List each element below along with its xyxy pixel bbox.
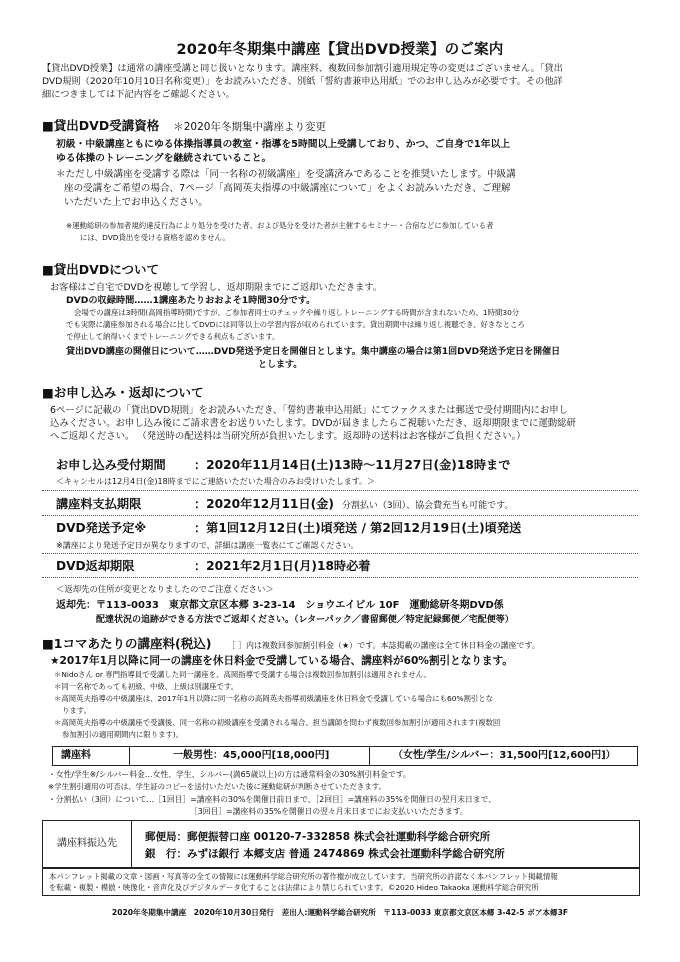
qualification-note: 座の受講をご希望の場合、7ページ「高岡英夫指導の中級講座について」をよくお読みいただき、ご理解 <box>64 183 511 194</box>
bank-account: 銀 行：みずほ銀行 本郷支店 普通 2474869 株式会社運動科学総合研究所 <box>145 848 505 860</box>
page-title: 2020年冬期集中講座【貸出DVD授業】のご案内 <box>176 42 504 58</box>
section-application-heading: ■お申し込み・返却について <box>42 385 204 400</box>
qualification-main: 初級・中級講座ともにゆる体操指導員の教室・指導を5時間以上受講しており、かつ、ご自身で1年以上 <box>56 139 511 150</box>
divider <box>129 747 130 765</box>
payment-deadline-note: 分割払い（3回）、協会費充当も可能です。 <box>341 501 514 511</box>
divider <box>42 553 638 554</box>
dvd-small-note: でも実際に講座参加される場合に比してDVDには同等以上の学習内容が収められています。貸出期間中は繰り返し視聴でき、好きなところ <box>66 320 525 329</box>
postal-account: 郵便局：郵便振替口座 00120-7-332858 株式会社運動科学総合研究所 <box>145 831 491 843</box>
return-deadline-label: DVD返却期限 <box>56 559 135 573</box>
page-footer: 2020年冬期集中講座 2020年10月30日発行 差出人:運動科学総合研究所 〒113-0033 東京都文京区本郷 3-42-5 ボア本郷3F <box>111 908 569 917</box>
copyright-box <box>42 868 640 896</box>
dvd-small-note: で停止して納得いくまでトレーニングできる利点もございます。 <box>66 332 280 341</box>
qualification-main: ゆる体操のトレーニングを継続されていること。 <box>56 153 272 164</box>
dvd-date-rule: とします。 <box>258 360 303 370</box>
divider <box>42 577 638 578</box>
fee-note: ＊同一名称であっても初級、中級、上級は別講座です。 <box>54 682 239 691</box>
dvd-small-note: 会場での講座は3時間(高岡指導時間)ですが、ご参加者同士のチェックや繰り返しトレーニングする時間が含まれないため、1時間30分 <box>74 308 520 317</box>
section-heading-text: ■貸出DVD受講資格 <box>42 118 160 133</box>
payment-deadline-date: ：2020年12月11日(金) <box>194 497 334 511</box>
section-dvd-heading: ■貸出DVDについて <box>42 262 159 277</box>
section-heading-text: ■1コマあたりの講座料(税込) <box>42 636 212 651</box>
application-text: へご返却ください。 （発送時の配送料は当研究所が負担いたします。返却時の送料はお客様がご負担ください。） <box>50 431 526 442</box>
fee-label: 講座料 <box>61 750 91 761</box>
divider <box>42 515 638 516</box>
qualification-small-note: ※運動総研の参加者規約違反行為により処分を受けた者、および処分を受けた者が主催するセミナー・合宿などに参加している者 <box>66 221 494 230</box>
dvd-date-rule: 貸出DVD講座の開催日について……DVD発送予定日を開催日とします。集中講座の場合は第1回DVD発送予定日を開催日 <box>66 347 561 357</box>
reception-label: お申し込み受付期間 <box>56 458 166 472</box>
fee-general: 一般男性：45,000円[18,000円] <box>173 750 330 761</box>
delivery-note: 配達状況の追跡ができる方法でご返却ください。（レターパック／書留郵便／特定記録郵便／宅配便等） <box>96 615 514 625</box>
dvd-line: お客様はご自宅でDVDを視聴して学習し、返却期限までにご返却いただきます。 <box>50 282 382 293</box>
fee-note: ります。 <box>62 706 91 715</box>
shipping-label: DVD発送予定※ <box>56 521 147 535</box>
intro-line: 細につきましては下記内容をご確認ください。 <box>42 89 235 100</box>
fee-explanation: ・女性/学生※/シルバー料金…女性、学生、シルバー(満65歳以上)の方は通常料金の30%割引料金です。 <box>48 770 411 779</box>
intro-line: DVD規則（2020年10月10日名称変更）」をお読みいただき、別紙「誓約書兼申込用紙」でのお申し込みが必要です。その他詳 <box>42 76 563 87</box>
payment-deadline-label: 講座料支払期限 <box>56 497 142 511</box>
application-text: 込みください。お申し込み後にご請求書をお送りいたします。DVDが届きましたらご視聴いただき、返却期限までに運動総研 <box>50 418 576 429</box>
fee-explanation: ・分割払い（3回）について…［1回目］=講座料の30%を開催日前日まで、［2回目］=講座料の35%を開催日の翌月末日まで、 <box>48 795 497 804</box>
payment-account-label: 講座料振込先 <box>43 821 132 867</box>
fee-note: ＊高岡英夫指導の中級講座は、2017年1月以降に同一名称の高岡英夫指導初級講座を休日料金で受講している場合にも60%割引とな <box>54 694 494 703</box>
return-address: 返却先：〒113-0033 東京都文京区本郷 3-23-14 ショウエイビル 10F 運動総研冬期DVD係 <box>56 600 504 611</box>
fee-note: ＊高岡英夫指導の中級講座で受講後、同一名称の初級講座を受講される場合、担当講師を問わず複数回参加割引が適用されます(複数回 <box>54 718 501 727</box>
shipping-note: ※講座により発送予定日が異なりますので、詳細は講座一覧表にてご確認ください。 <box>56 541 359 550</box>
cancel-note: ＜キャンセルは12月4日(金)18時までにご連絡いただいた場合のみお受けいたします。＞ <box>56 477 376 486</box>
payment-deadline-value <box>194 496 513 514</box>
fee-discount-rule: ★2017年1月以降に同一の講座を休日料金で受講している場合、講座料が60%割引となります。 <box>50 655 513 667</box>
fee-table <box>52 746 638 766</box>
intro-line: 【貸出DVD授業】は通常の講座受講と同じ扱いとなります。講座料、複数回参加割引適用規定等の変更はございません。「貸出 <box>42 63 563 74</box>
shipping-value: ：第1回12月12日(土)頃発送 / 第2回12月19日(土)頃発送 <box>194 521 522 535</box>
fee-others: （女性/学生/シルバー：31,500円[12,600円]） <box>393 750 616 761</box>
qualification-note: いただいた上でお申込ください。 <box>64 197 208 208</box>
section-heading-note: ＊2020年冬期集中講座より変更 <box>173 121 326 133</box>
payment-account-box <box>42 820 640 868</box>
qualification-small-note: には、DVD貸出を受ける資格を認めません。 <box>80 233 230 242</box>
application-text: 6ページに記載の「貸出DVD規則」をお読みいただき、「誓約書兼申込用紙」にてファクスまたは郵送で受付期間内にお申し <box>50 405 568 416</box>
dvd-duration: DVDの収録時間……1講座あたりおおよそ1時間30分です。 <box>66 295 316 306</box>
section-fee-heading <box>42 636 540 654</box>
section-qualification-heading <box>42 118 326 135</box>
return-address-note: ＜返却先の住所が変更となりましたのでご注意ください＞ <box>56 584 274 594</box>
fee-note: 参加割引の適用期間内に限ります)。 <box>62 730 184 739</box>
divider <box>42 490 638 491</box>
fee-explanation: ※学生割引適用の可否は、学生証のコピーを送付いただいた後に運動総研が判断させていただきます。 <box>48 782 386 791</box>
reception-value: ：2020年11月14日(土)13時〜11月27日(金)18時まで <box>194 458 511 472</box>
return-deadline-value: ：2021年2月1日(月)18時必着 <box>194 559 371 573</box>
copyright-line: 本パンフレット掲載の文章・図画・写真等の全ての情報には運動科学総合研究所の著作権が成立しています。当研究所の許諾なく本パンフレット掲載情報 <box>49 872 558 881</box>
copyright-line: を転載・複製・模倣・映像化・音声化及びデジタルデータ化することは法律により禁じられています。©2020 Hideo Takaoka 運動科学総合研究所 <box>49 883 539 892</box>
qualification-note: ＊ただし中級講座を受講する際は「同一名称の初級講座」を受講済みであることを推奨いたします。中級講 <box>56 169 516 180</box>
divider <box>369 747 370 765</box>
fee-explanation: ［3回目］=講座料の35%を開催日の翌々月末日までにお支払いいただきます。 <box>190 807 468 816</box>
fee-heading-note: ［ ］内は複数回参加割引料金（★）です。本誌掲載の講座は全て休日料金の講座です。 <box>227 641 540 650</box>
fee-note: ＊Nidoさん or 専門指導員で受講した同一講座を、高岡指導で受講する場合は複数回参加割引は適用されません。 <box>54 670 431 679</box>
